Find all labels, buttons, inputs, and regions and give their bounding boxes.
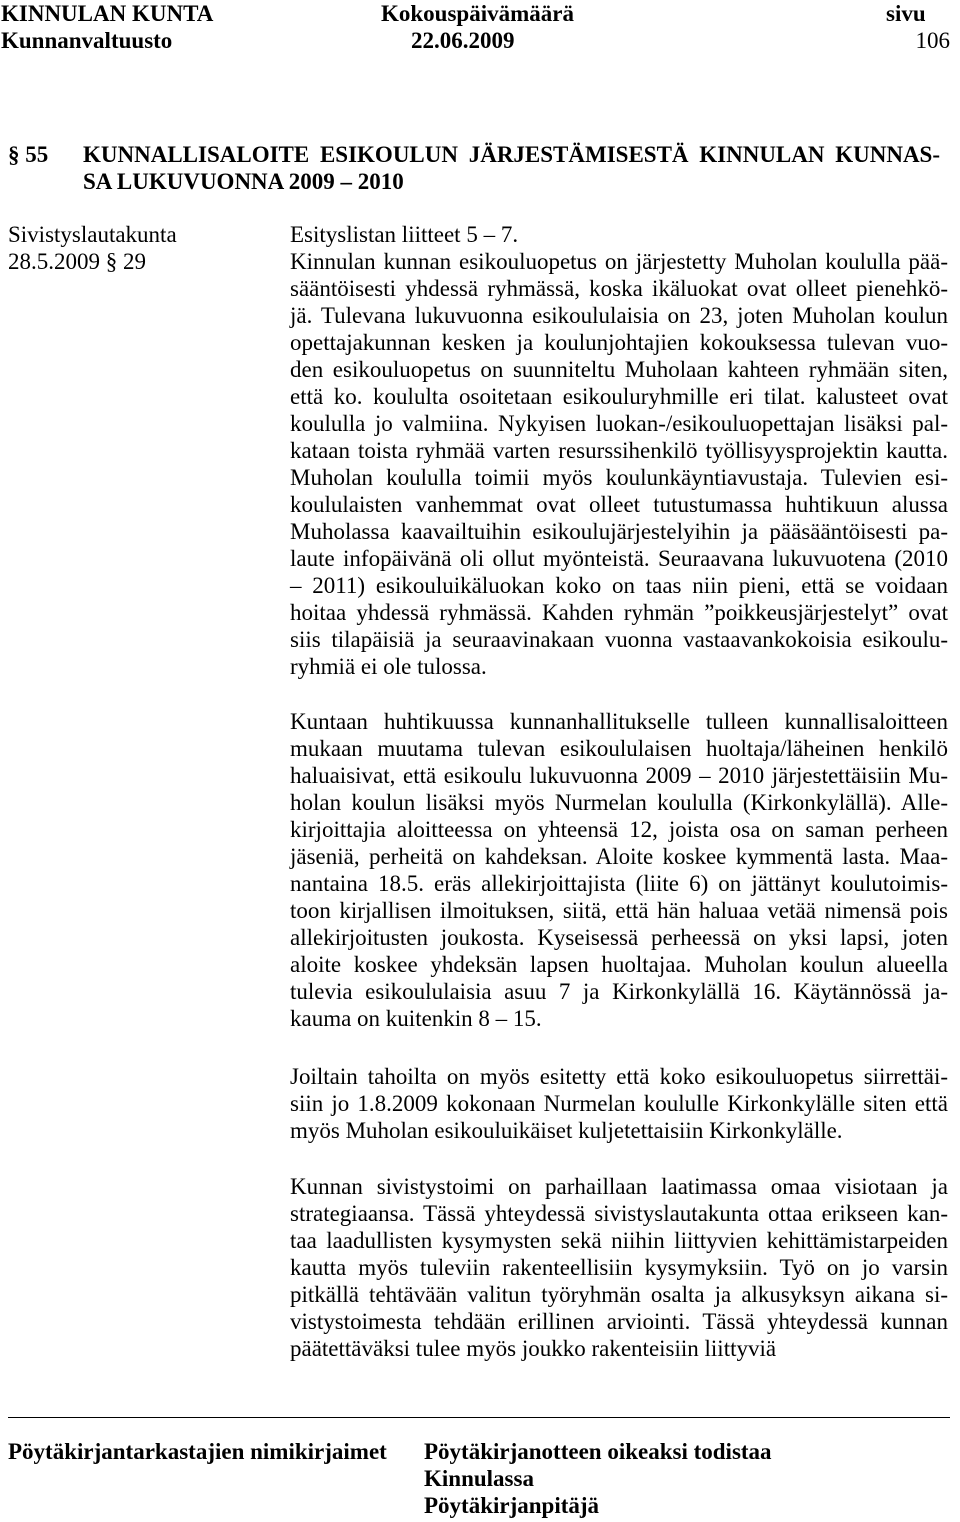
text-line: haluaisivat, että esikoulu lukuvuonna 2009 – 2010 järjestettäisiin Mu- bbox=[290, 763, 948, 788]
text-line: holan koulun lisäksi myös Nurmelan koululla (Kirkonkylällä). Alle- bbox=[290, 790, 948, 815]
text-line: vistystoimesta tehdään erillinen arviointi. Tässä yhteydessä kunnan bbox=[290, 1309, 948, 1334]
text-line: siin jo 1.8.2009 kokonaan Nurmelan koululle Kirkonkylälle siten että bbox=[290, 1091, 948, 1116]
paragraph-4 bbox=[290, 1173, 948, 1362]
text-line: den esikouluopetus on suunniteltu Muholaan kahteen ryhmään siten, bbox=[290, 357, 948, 382]
text-line: koululla jo valmiina. Nykyisen luokan-/esikouluopettajan lisäksi pal- bbox=[290, 411, 948, 436]
section-title-line: KUNNALLISALOITE ESIKOULUN JÄRJESTÄMISESTÄ KINNULAN KUNNAS- bbox=[83, 142, 940, 167]
text-line: nantaina 18.5. eräs allekirjoittajista (liite 6) on jättänyt koulutoimis- bbox=[290, 871, 948, 896]
text-line: taa laadullisten kysymysten sekä niihin liittyvien kehittämistarpeiden bbox=[290, 1228, 948, 1253]
text-line: opettajakunnan kesken ja koulunjohtajien kokouksessa tulevan vuo- bbox=[290, 330, 948, 355]
text-line: tulevia esikoululaisia asuu 7 ja Kirkonkylällä 16. Käytännössä ja- bbox=[290, 979, 948, 1004]
meeting-date: 22.06.2009 bbox=[411, 28, 515, 53]
footer-divider bbox=[8, 1417, 950, 1418]
text-line: kauma on kuitenkin 8 – 15. bbox=[290, 1006, 542, 1031]
certification-place: Kinnulassa bbox=[424, 1466, 534, 1491]
section-title-line: SA LUKUVUONNA 2009 – 2010 bbox=[83, 169, 404, 194]
text-line: myös Muholan esikouluikäiset kuljetettaisiin Kirkonkylälle. bbox=[290, 1118, 843, 1143]
paragraph-3 bbox=[290, 1063, 948, 1144]
text-line: aloite koskee yhdeksän lapsen huoltajaa. Muholan koulun alueella bbox=[290, 952, 948, 977]
text-line: Muholan koululla toimii myös koulunkäyntiavustaja. Tulevien esi- bbox=[290, 465, 948, 490]
text-line: jäseniä, perheitä on kahdeksan. Aloite koskee kymmentä lasta. Maa- bbox=[290, 844, 948, 869]
organization-name: KINNULAN KUNTA bbox=[1, 1, 214, 26]
certification-label: Pöytäkirjanotteen oikeaksi todistaa bbox=[424, 1439, 772, 1464]
text-line: Joiltain tahoilta on myös esitetty että koko esikouluopetus siirrettäi- bbox=[290, 1064, 948, 1089]
section-title bbox=[83, 141, 940, 195]
text-line: Muholassa kaavailtuihin esikoulujärjestelyihin ja pääsääntöisesti pa- bbox=[290, 519, 948, 544]
text-line: jä. Tulevana lukuvuonna esikoululaisia on 23, joten Muholan koulun bbox=[290, 303, 948, 328]
text-line: pitkällä tehtävään valitun työryhmän osalta ja alkusyksyn aikana si- bbox=[290, 1282, 948, 1307]
minutes-keeper-label: Pöytäkirjanpitäjä bbox=[424, 1493, 600, 1518]
text-line: ryhmiä ei ole tulossa. bbox=[290, 654, 487, 679]
text-line: sääntöisesti yhdessä ryhmässä, koska ikäluokat ovat olleet pienehkö- bbox=[290, 276, 948, 301]
text-line: kautta myös tuleviin rakenteellisiin kysymyksiin. Työ on jo varsin bbox=[290, 1255, 948, 1280]
page-label: sivu bbox=[886, 1, 926, 26]
text-line: Kuntaan huhtikuussa kunnanhallitukselle tulleen kunnallisaloitteen bbox=[290, 709, 948, 734]
reviewers-initials-label: Pöytäkirjantarkastajien nimikirjaimet bbox=[8, 1439, 387, 1464]
text-line: Kinnulan kunnan esikouluopetus on järjestetty Muholan koululla pää- bbox=[290, 249, 948, 274]
text-line: allekirjoitusten joukosta. Kyseisessä perheessä on yksi lapsi, joten bbox=[290, 925, 948, 950]
page-number: 106 bbox=[915, 28, 950, 53]
text-line: siis tilapäisiä ja seuraavinakaan vuonna vastaavankokoisia esikoulu- bbox=[290, 627, 948, 652]
text-line: Kunnan sivistystoimi on parhaillaan laatimassa omaa visiotaan ja bbox=[290, 1174, 948, 1199]
text-line: kataan toista ryhmää varten resurssihenkilö työllisyysprojektin kautta. bbox=[290, 438, 948, 463]
text-line: laute infopäivänä oli ollut myönteistä. Seuraavana lukuvuotena (2010 bbox=[290, 546, 948, 571]
paragraph-2 bbox=[290, 708, 948, 1032]
text-line: toon kirjallisen ilmoituksen, siitä, että hän haluaa vetää nimensä pois bbox=[290, 898, 948, 923]
paragraph-1 bbox=[290, 248, 948, 680]
meeting-date-label: Kokouspäivämäärä bbox=[381, 1, 574, 26]
text-line: päätettäväksi tulee myös joukko rakenteisiin liittyviä bbox=[290, 1336, 777, 1361]
section-number: § 55 bbox=[8, 142, 49, 167]
text-line: strategiaansa. Tässä yhteydessä sivistyslautakunta ottaa erikseen kan- bbox=[290, 1201, 948, 1226]
text-line: kirjoittajia aloitteessa on yhteensä 12, joista osa on saman perheen bbox=[290, 817, 948, 842]
committee-name: Sivistyslautakunta bbox=[8, 222, 177, 247]
text-line: – 2011) esikouluikäluokan koko on taas niin pieni, että se voidaan bbox=[290, 573, 948, 598]
text-line: hoitaa yhdessä ryhmässä. Kahden ryhmän ”poikkeusjärjestelyt” ovat bbox=[290, 600, 948, 625]
text-line: että ko. koululta osoitetaan esikouluryhmille eri tilat. kalusteet ovat bbox=[290, 384, 948, 409]
attachments-note: Esityslistan liitteet 5 – 7. bbox=[290, 222, 519, 247]
text-line: mukaan muutama tulevan esikoululaisen huoltaja/läheinen henkilö bbox=[290, 736, 948, 761]
governing-body: Kunnanvaltuusto bbox=[1, 28, 173, 53]
committee-reference: 28.5.2009 § 29 bbox=[8, 249, 146, 274]
text-line: koululaisten vanhemmat ovat olleet tutustumassa huhtikuun alussa bbox=[290, 492, 948, 517]
